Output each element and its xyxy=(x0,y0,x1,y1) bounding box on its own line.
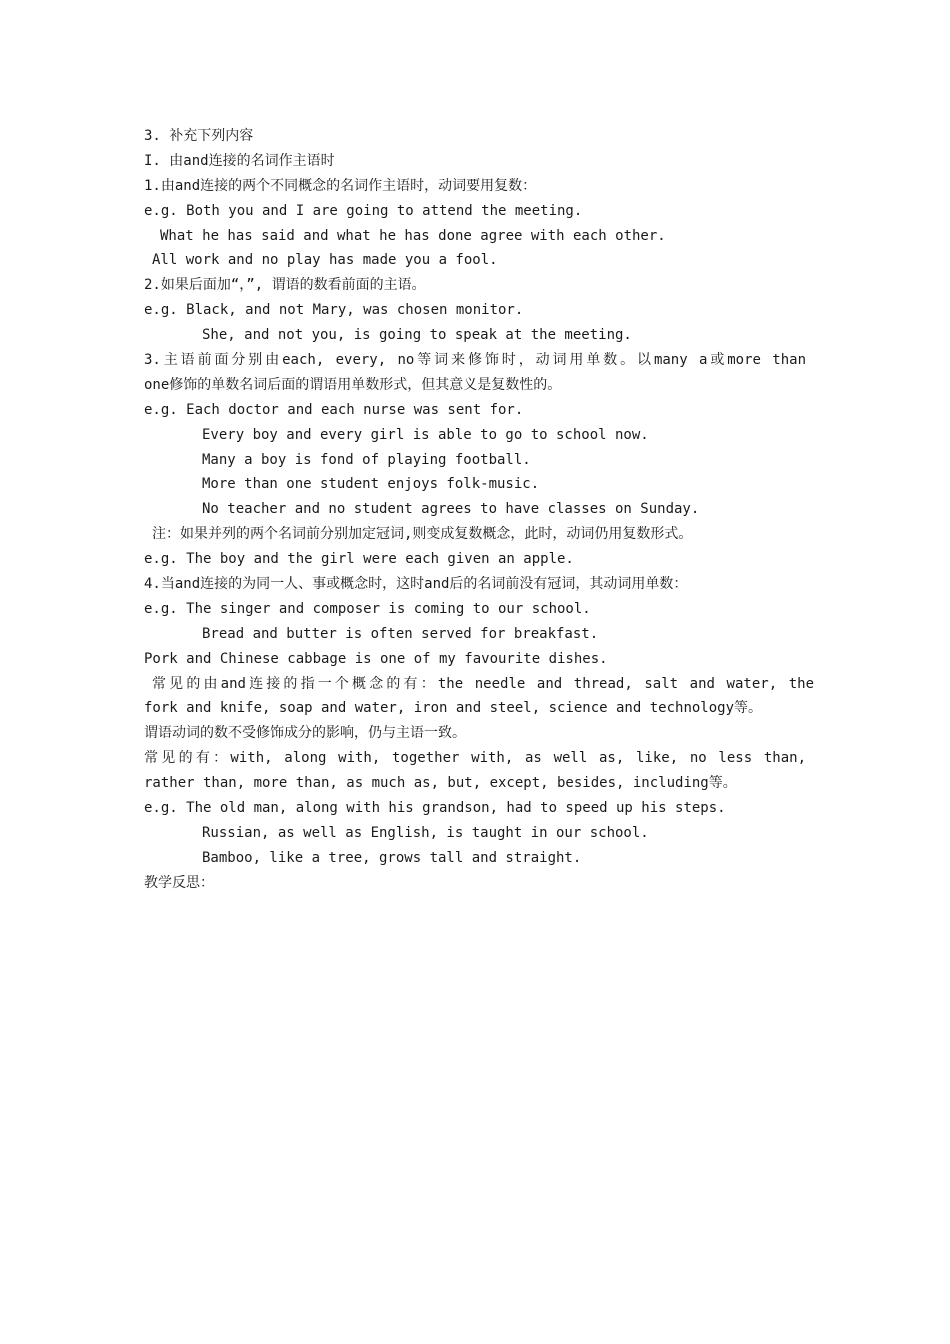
rule-3: 3.主语前面分别由each, every, no等词来修饰时，动词用单数。以many a或more than xyxy=(144,352,806,369)
teaching-reflection-heading: 教学反思： xyxy=(144,874,214,891)
example-line: e.g. Black, and not Mary, was chosen monitor. xyxy=(144,302,524,319)
example-line: Russian, as well as English, is taught in our school. xyxy=(202,824,649,841)
example-line: Every boy and every girl is able to go to school now. xyxy=(202,426,649,443)
rule-2: 2.如果后面加“，”, 谓语的数看前面的主语。 xyxy=(144,277,426,294)
example-line: All work and no play has made you a fool. xyxy=(152,252,498,269)
rule-4: 4.当and连接的为同一人、事或概念时，这时and后的名词前没有冠词，其动词用单数： xyxy=(144,576,688,593)
example-line: She, and not you, is going to speak at the meeting. xyxy=(202,327,632,344)
example-line: e.g. The singer and composer is coming to our school. xyxy=(144,600,591,617)
rule-5: 谓语动词的数不受修饰成分的影响，仍与主语一致。 xyxy=(144,725,466,742)
example-line: Bamboo, like a tree, grows tall and straight. xyxy=(202,849,582,866)
note: 注：如果并列的两个名词前分别加定冠词,则变成复数概念，此时，动词仍用复数形式。 xyxy=(152,526,693,543)
example-line: Pork and Chinese cabbage is one of my favourite dishes. xyxy=(144,650,608,667)
rule-3-continued: one修饰的单数名词后面的谓语用单数形式，但其意义是复数性的。 xyxy=(144,376,562,393)
rule-1: 1.由and连接的两个不同概念的名词作主语时，动词要用复数： xyxy=(144,177,537,194)
example-line: e.g. The old man, along with his grandson, had to speed up his steps. xyxy=(144,800,726,817)
subsection-heading: I. 由and连接的名词作主语时 xyxy=(144,152,335,169)
example-line: e.g. Each doctor and each nurse was sent for. xyxy=(144,401,524,418)
example-line: What he has said and what he has done agree with each other. xyxy=(160,227,666,244)
document-body xyxy=(144,124,812,896)
example-line: No teacher and no student agrees to have classes on Sunday. xyxy=(202,501,700,518)
example-line: e.g. The boy and the girl were each given an apple. xyxy=(144,551,574,568)
section-heading: 3. 补充下列内容 xyxy=(144,128,254,144)
common-modifiers-continued: rather than, more than, as much as, but, except, besides, including等。 xyxy=(144,775,737,792)
example-line: More than one student enjoys folk-music. xyxy=(202,476,540,493)
example-line: e.g. Both you and I are going to attend the meeting. xyxy=(144,202,583,219)
example-line: Many a boy is fond of playing football. xyxy=(202,451,531,468)
common-modifiers: 常见的有：with, along with, together with, as well as, like, no less than, xyxy=(144,750,806,767)
common-phrases: 常见的由and连接的指一个概念的有：the needle and thread, salt and water, the xyxy=(152,675,814,692)
common-phrases-continued: fork and knife, soap and water, iron and steel, science and technology等。 xyxy=(144,700,763,717)
example-line: Bread and butter is often served for breakfast. xyxy=(202,625,599,642)
